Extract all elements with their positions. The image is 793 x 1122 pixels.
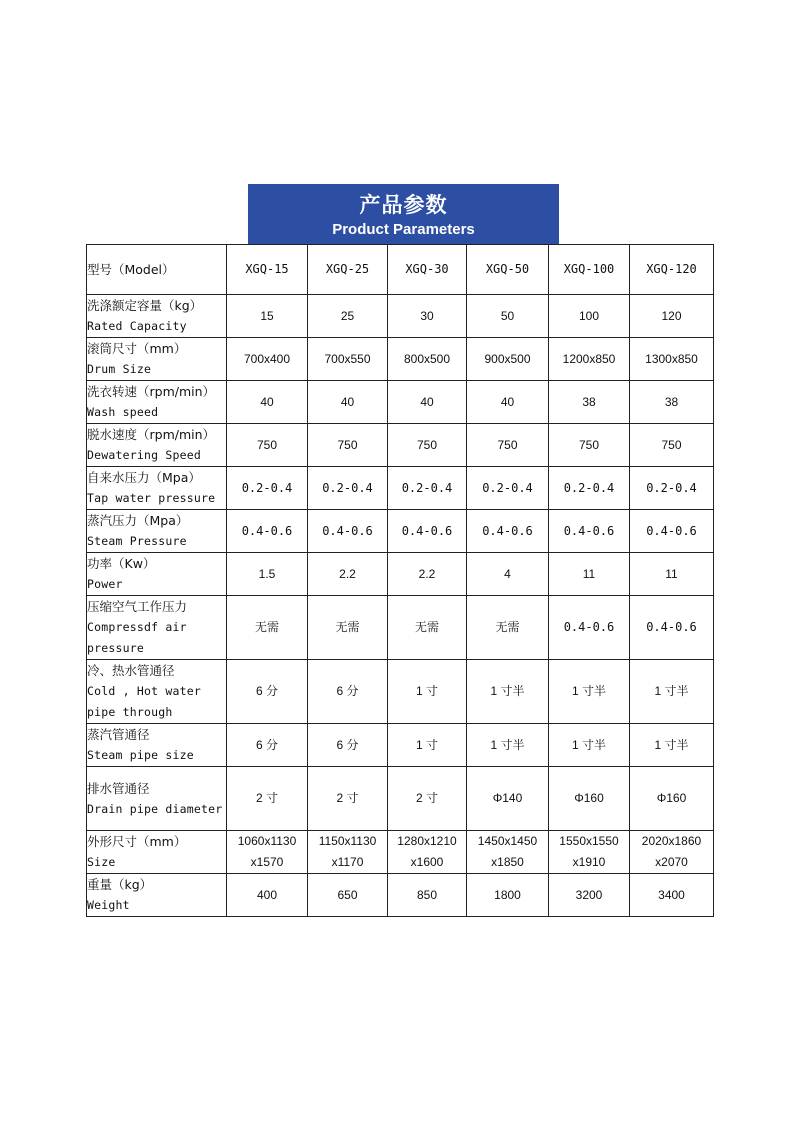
model-cell: XGQ-50 [467, 245, 549, 295]
value-cell: 2 寸 [227, 767, 308, 831]
weight-row [87, 874, 714, 917]
value-cell: 40 [227, 381, 308, 424]
table-row [87, 724, 714, 767]
row-label-cn: 洗衣转速（rpm/min） [87, 384, 216, 399]
row-label-cell [87, 295, 227, 338]
value-cell [388, 831, 467, 874]
row-label-en: Steam Pressure [87, 534, 187, 548]
size-line-2: x1570 [250, 855, 284, 869]
row-label-cell [87, 874, 227, 917]
value-cell: 0.2-0.4 [227, 467, 308, 510]
value-cell: 0.4-0.6 [308, 510, 388, 553]
model-cell: XGQ-100 [549, 245, 630, 295]
row-label-cell [87, 424, 227, 467]
value-cell: 0.2-0.4 [388, 467, 467, 510]
row-label-en: Weight [87, 898, 130, 912]
table-row [87, 767, 714, 831]
value-cell: 无需 [227, 596, 308, 660]
value-cell: 6 分 [227, 724, 308, 767]
row-label-cell [87, 510, 227, 553]
row-label-cn: 滚筒尺寸（mm） [87, 341, 187, 356]
row-label-cn: 重量（kg） [87, 877, 153, 892]
value-cell [227, 831, 308, 874]
value-cell: 6 分 [227, 660, 308, 724]
value-cell: 700x550 [308, 338, 388, 381]
value-cell: Φ160 [630, 767, 714, 831]
value-cell: 6 分 [308, 724, 388, 767]
value-cell: 650 [308, 874, 388, 917]
row-label-cn: 外形尺寸（mm） [87, 834, 187, 849]
value-cell: 0.2-0.4 [549, 467, 630, 510]
value-cell: 0.2-0.4 [630, 467, 714, 510]
size-line-2: x1850 [491, 855, 524, 869]
model-cell: XGQ-30 [388, 245, 467, 295]
value-cell [308, 831, 388, 874]
value-cell: 40 [467, 381, 549, 424]
size-line-1: 1060x1130 [237, 834, 297, 848]
model-cell: XGQ-15 [227, 245, 308, 295]
value-cell: 120 [630, 295, 714, 338]
value-cell: 1 寸半 [630, 660, 714, 724]
value-cell: 1.5 [227, 553, 308, 596]
row-label-cell [87, 767, 227, 831]
value-cell: 0.2-0.4 [308, 467, 388, 510]
value-cell: 4 [467, 553, 549, 596]
value-cell: 38 [549, 381, 630, 424]
value-cell: 400 [227, 874, 308, 917]
row-label-en: Drain pipe diameter [87, 801, 223, 816]
value-cell: 11 [630, 553, 714, 596]
value-cell: 750 [388, 424, 467, 467]
value-cell: 0.4-0.6 [549, 596, 630, 660]
row-label-cn: 洗涤额定容量（kg） [87, 298, 203, 313]
value-cell: 1 寸半 [467, 660, 549, 724]
value-cell: 40 [388, 381, 467, 424]
value-cell: 850 [388, 874, 467, 917]
value-cell: 900x500 [467, 338, 549, 381]
row-label-en: Cold , Hot water pipe through [87, 684, 201, 719]
row-label-cn: 排水管通径 [87, 780, 150, 796]
value-cell: 750 [467, 424, 549, 467]
table-row [87, 596, 714, 660]
size-line-2: x2070 [655, 855, 688, 869]
model-cell: XGQ-25 [308, 245, 388, 295]
value-cell: 1 寸半 [467, 724, 549, 767]
value-cell: 1 寸半 [630, 724, 714, 767]
row-label-cn: 功率（Kw） [87, 556, 156, 571]
value-cell: 无需 [467, 596, 549, 660]
value-cell: 2.2 [308, 553, 388, 596]
table-row [87, 467, 714, 510]
size-line-1: 1150x1130 [318, 834, 377, 848]
row-label-en: Drum Size [87, 362, 152, 376]
value-cell [549, 831, 630, 874]
row-label-en: Dewatering Speed [87, 448, 201, 462]
value-cell: 2 寸 [308, 767, 388, 831]
row-label-en: Size [87, 855, 116, 869]
value-cell: 0.4-0.6 [630, 510, 714, 553]
model-row [87, 245, 714, 295]
value-cell: 0.4-0.6 [388, 510, 467, 553]
row-label-en: Tap water pressure [87, 491, 216, 505]
value-cell: 38 [630, 381, 714, 424]
value-cell: 6 分 [308, 660, 388, 724]
row-label-cell [87, 724, 227, 767]
size-line-1: 1550x1550 [559, 834, 619, 848]
table-row [87, 424, 714, 467]
value-cell: 0.4-0.6 [549, 510, 630, 553]
row-label-en: Compressdf air pressure [87, 620, 187, 655]
value-cell: Φ140 [467, 767, 549, 831]
size-row [87, 831, 714, 874]
table-row [87, 381, 714, 424]
row-label-cell [87, 467, 227, 510]
value-cell: 2 寸 [388, 767, 467, 831]
size-line-1: 2020x1860 [641, 834, 702, 848]
row-label-cn: 自来水压力（Mpa） [87, 470, 201, 485]
value-cell: Φ160 [549, 767, 630, 831]
value-cell: 1 寸 [388, 724, 467, 767]
row-label-cn: 蒸汽管通径 [87, 727, 150, 742]
value-cell: 1 寸半 [549, 724, 630, 767]
value-cell: 750 [549, 424, 630, 467]
model-label: 型号（Model） [87, 262, 175, 277]
row-label-cell [87, 831, 227, 874]
value-cell: 40 [308, 381, 388, 424]
size-line-1: 1280x1210 [397, 834, 457, 848]
value-cell: 100 [549, 295, 630, 338]
value-cell: 3400 [630, 874, 714, 917]
size-line-2: x1170 [331, 855, 364, 869]
value-cell: 750 [227, 424, 308, 467]
size-line-1: 1450x1450 [477, 834, 538, 848]
table-row [87, 338, 714, 381]
table-row [87, 295, 714, 338]
value-cell: 11 [549, 553, 630, 596]
value-cell: 1200x850 [549, 338, 630, 381]
title-chinese: 产品参数 [359, 193, 448, 217]
value-cell: 800x500 [388, 338, 467, 381]
model-label-cell [87, 245, 227, 295]
model-cell: XGQ-120 [630, 245, 714, 295]
table-row [87, 660, 714, 724]
value-cell: 750 [630, 424, 714, 467]
value-cell: 750 [308, 424, 388, 467]
value-cell: 1 寸 [388, 660, 467, 724]
value-cell: 0.2-0.4 [467, 467, 549, 510]
value-cell [467, 831, 549, 874]
value-cell: 无需 [388, 596, 467, 660]
row-label-cn: 蒸汽压力（Mpa） [87, 513, 189, 528]
title-english: Product Parameters [332, 221, 475, 238]
row-label-en: Rated Capacity [87, 319, 187, 333]
value-cell: 700x400 [227, 338, 308, 381]
row-label-cell [87, 553, 227, 596]
size-line-2: x1600 [410, 855, 444, 869]
row-label-cn: 脱水速度（rpm/min） [87, 427, 216, 442]
table-row [87, 553, 714, 596]
row-label-cn: 冷、热水管通径 [87, 663, 175, 678]
row-label-en: Steam pipe size [87, 748, 194, 762]
value-cell: 1800 [467, 874, 549, 917]
row-label-en: Wash speed [87, 405, 159, 419]
size-line-2: x1910 [572, 855, 606, 869]
row-label-cell [87, 660, 227, 724]
value-cell: 1300x850 [630, 338, 714, 381]
value-cell: 25 [308, 295, 388, 338]
value-cell: 50 [467, 295, 549, 338]
row-label-cell [87, 596, 227, 660]
value-cell: 0.4-0.6 [227, 510, 308, 553]
row-label-cell [87, 381, 227, 424]
value-cell: 0.4-0.6 [467, 510, 549, 553]
table-row [87, 510, 714, 553]
value-cell: 15 [227, 295, 308, 338]
value-cell: 0.4-0.6 [630, 596, 714, 660]
value-cell: 2.2 [388, 553, 467, 596]
value-cell [630, 831, 714, 874]
title-banner [248, 184, 559, 244]
value-cell: 30 [388, 295, 467, 338]
row-label-en: Power [87, 577, 123, 591]
product-parameters-table [86, 244, 714, 917]
value-cell: 无需 [308, 596, 388, 660]
row-label-cn: 压缩空气工作压力 [87, 599, 188, 614]
value-cell: 1 寸半 [549, 660, 630, 724]
row-label-cell [87, 338, 227, 381]
value-cell: 3200 [549, 874, 630, 917]
